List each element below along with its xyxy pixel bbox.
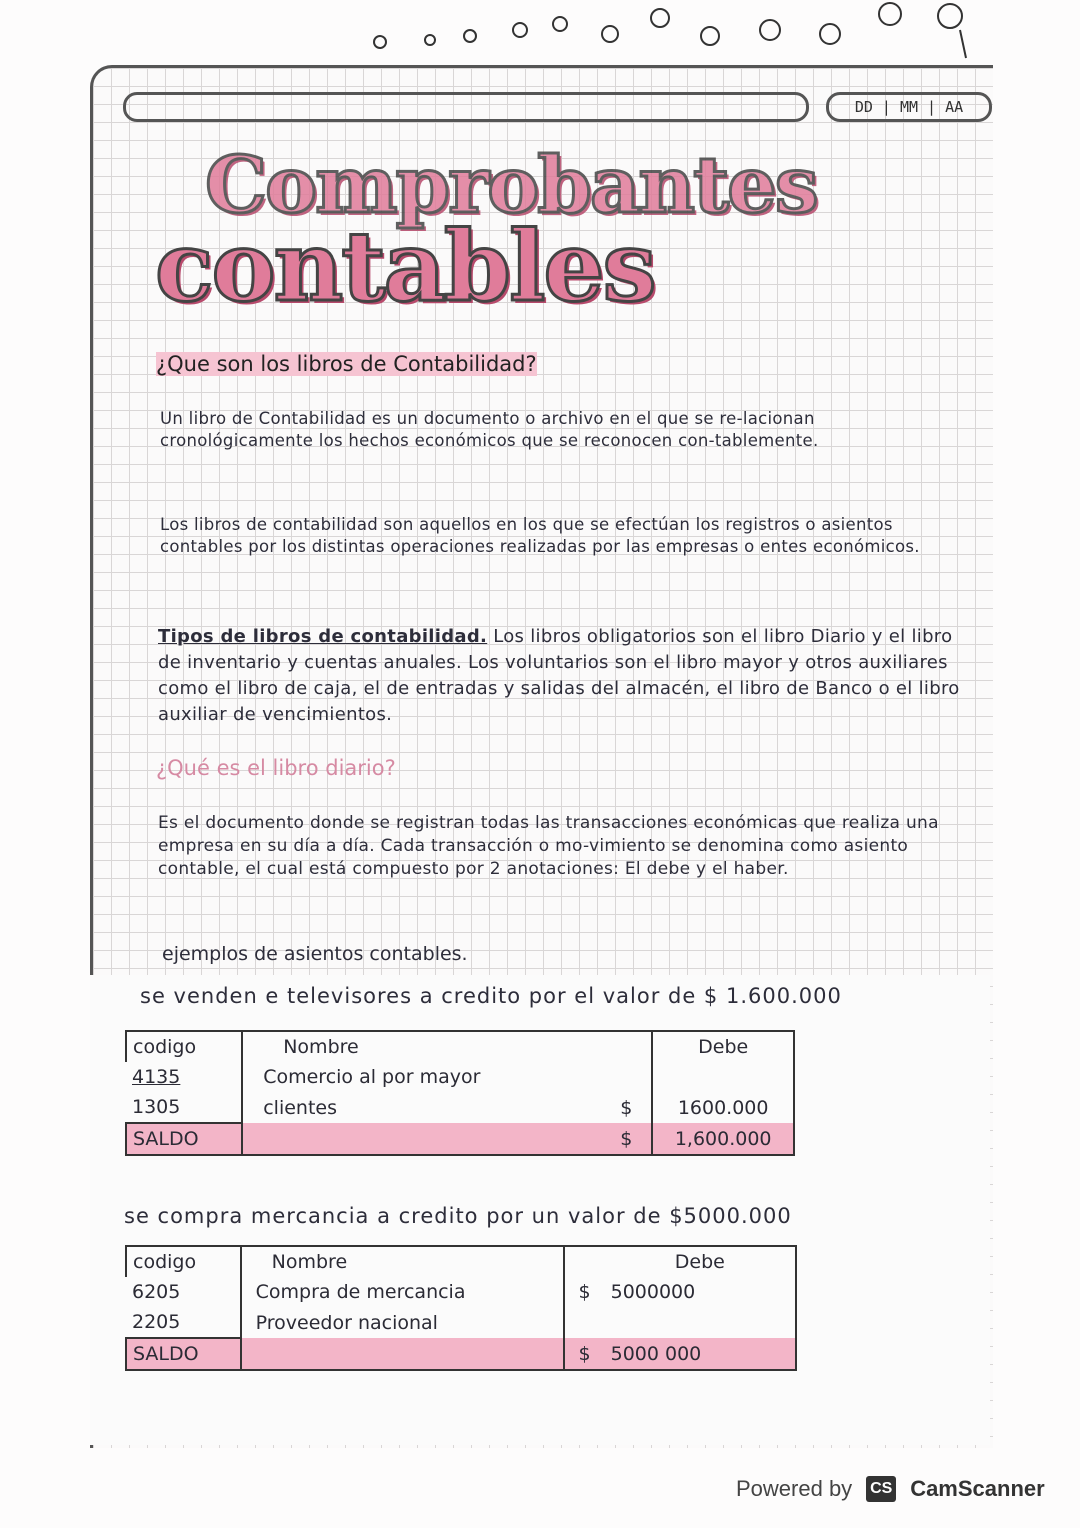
table-row	[126, 1062, 794, 1092]
camscanner-logo-icon: CS	[866, 1476, 896, 1502]
camscanner-watermark	[736, 1472, 1045, 1506]
saldo-row	[126, 1123, 794, 1155]
saldo-currency: $	[601, 1123, 652, 1155]
saldo-value: 5000 000	[605, 1338, 796, 1370]
example-2-table	[125, 1245, 797, 1371]
header-name: Nombre	[283, 1036, 359, 1058]
date-box: DD | MM | AA	[826, 92, 992, 122]
page-title	[135, 140, 945, 340]
saldo-currency: $	[564, 1338, 605, 1370]
row-debe: 1600.000	[652, 1092, 794, 1123]
paragraph-2: Los libros de contabilidad son aquellos en los que se efectúan los registros o asientos contables por los distintas operaciones realizadas por las empresas o entes económicos.	[160, 515, 920, 556]
row-currency	[601, 1062, 652, 1092]
row-code: 4135	[126, 1062, 242, 1092]
examples-heading: ejemplos de asientos contables.	[162, 943, 468, 965]
row-code: 1305	[126, 1092, 242, 1123]
saldo-label: SALDO	[126, 1123, 242, 1155]
header-currency	[601, 1031, 652, 1062]
saldo-spacer	[241, 1338, 564, 1370]
row-name: Compra de mercancia	[255, 1281, 466, 1303]
date-bar	[123, 92, 809, 122]
question-2: ¿Qué es el libro diario?	[156, 756, 396, 780]
title-line-2: contables	[155, 210, 655, 323]
row-code: 6205	[126, 1277, 241, 1307]
header-name: Nombre	[271, 1251, 348, 1273]
header-debe: Debe	[605, 1246, 796, 1277]
title-line-1: Comprobantes	[205, 140, 817, 231]
table-header-row	[126, 1246, 796, 1277]
header-debe: Debe	[652, 1031, 794, 1062]
paragraph-3	[158, 624, 978, 728]
example-1-table	[125, 1030, 795, 1156]
paragraph-3-body: Los libros obligatorios son el libro Diario y el libro de inventario y cuentas anuales. Los voluntarios son el libro mayor y otros auxiliares como el libro de caja, el de entradas y salidas del almacén, el libro de Banco o el libro auxiliar de vencimientos.	[158, 626, 960, 725]
question-1-text: ¿Que son los libros de Contabilidad?	[156, 352, 537, 376]
question-1	[156, 352, 537, 376]
row-debe	[605, 1307, 796, 1338]
row-currency	[564, 1307, 605, 1338]
saldo-row	[126, 1338, 796, 1370]
saldo-spacer	[242, 1123, 601, 1155]
header-currency	[564, 1246, 605, 1277]
example-1-intro: se venden e televisores a credito por el valor de $ 1.600.000	[140, 984, 842, 1008]
row-name: Proveedor nacional	[255, 1311, 438, 1334]
row-name: clientes	[263, 1096, 337, 1119]
row-name: Comercio al por mayor	[263, 1066, 481, 1088]
flower-doodles	[360, 0, 1010, 60]
row-debe	[652, 1062, 794, 1092]
powered-by-text: Powered by	[736, 1476, 853, 1501]
paragraph-1: Un libro de Contabilidad es un documento o archivo en el que se re-lacionan cronológicamente los hechos económicos que se reconocen con-tablemente.	[160, 409, 819, 450]
table-row	[126, 1277, 796, 1307]
camscanner-brand: CamScanner	[910, 1476, 1045, 1501]
paragraph-4: Es el documento donde se registran todas las transacciones económicas que realiza una empresa en su día a día. Cada transacción o mo-vimiento se denomina como asiento contable, el cual está compuesto por 2 anotaciones: El debe y el haber.	[158, 813, 939, 879]
example-2-intro: se compra mercancia a credito por un valor de $5000.000	[124, 1204, 792, 1228]
saldo-label: SALDO	[126, 1338, 241, 1370]
header-code: codigo	[126, 1246, 241, 1277]
saldo-value: 1,600.000	[652, 1123, 794, 1155]
header-code: codigo	[126, 1031, 242, 1062]
table-header-row	[126, 1031, 794, 1062]
row-code: 2205	[126, 1307, 241, 1338]
row-currency: $	[620, 1096, 633, 1119]
row-currency: $	[564, 1277, 605, 1307]
row-debe: 5000000	[605, 1277, 796, 1307]
table-row	[126, 1307, 796, 1338]
paragraph-3-heading: Tipos de libros de contabilidad.	[158, 626, 488, 647]
table-row	[126, 1092, 794, 1123]
